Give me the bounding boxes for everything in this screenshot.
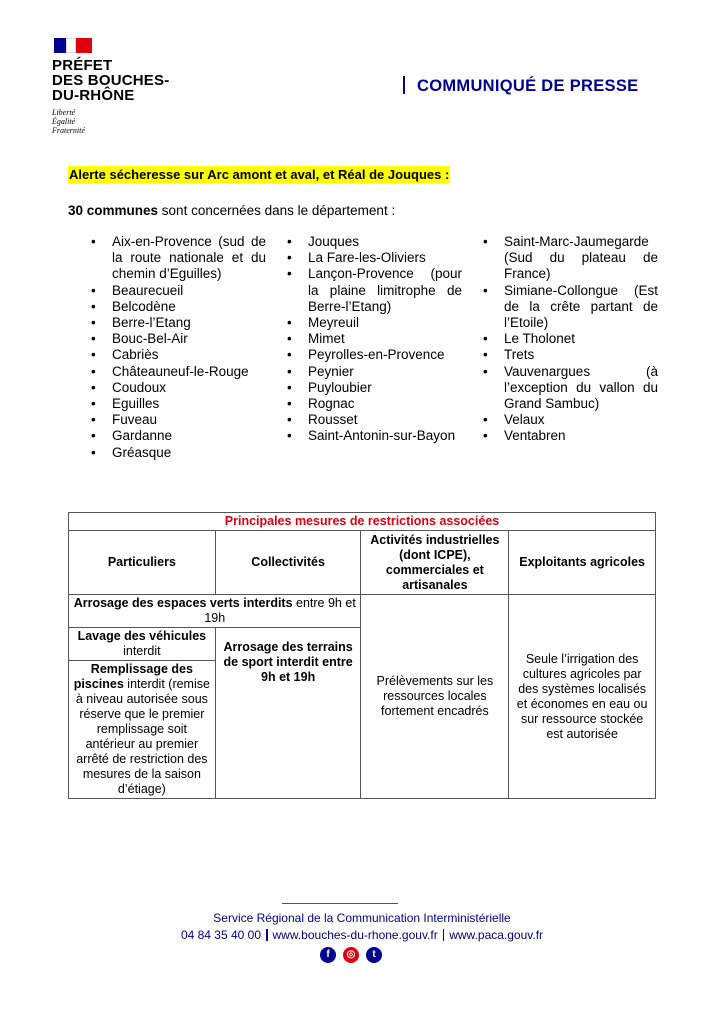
commune-item: • Mimet [284, 331, 462, 347]
commune-item: • Simiane-Collongue (Est de la crête partant de l’Etoile) [480, 283, 658, 332]
social-links [320, 947, 382, 963]
footer-separator [443, 929, 445, 941]
cell-remplissage-piscines: Remplissage des piscines interdit (remise à niveau autorisée sous réserve que le premier remplissage soit antérieur au premier arrêté de restriction des mesures de la saison d’étiage) [69, 661, 216, 799]
commune-item: • Beaurecueil [88, 283, 266, 299]
header-industriels: Activités industrielles (dont ICPE), commerciales et artisanales [361, 531, 509, 595]
commune-item: • Bouc-Bel-Air [88, 331, 266, 347]
commune-item: • Belcodène [88, 299, 266, 315]
communes-column-2 [284, 234, 462, 445]
commune-item: • Rognac [284, 396, 462, 412]
prefecture-name: PRÉFET DES BOUCHES- DU-RHÔNE [52, 57, 170, 104]
communes-column-3 [480, 234, 658, 445]
instagram-icon[interactable]: ◎ [343, 947, 359, 963]
commune-item: • Le Tholonet [480, 331, 658, 347]
header-collectivites: Collectivités [215, 531, 361, 595]
commune-item: • Rousset [284, 412, 462, 428]
cell-industriels: Prélèvements sur les ressources locales fortement encadrés [361, 595, 509, 799]
commune-item: • Trets [480, 347, 658, 363]
commune-item: • La Fare-les-Oliviers [284, 250, 462, 266]
footer-link-bouches-du-rhone[interactable]: www.bouches-du-rhone.gouv.fr [272, 928, 438, 942]
marianne-flag-icon [54, 38, 92, 53]
communes-column-1 [88, 234, 266, 461]
footer-service: Service Régional de la Communication Interministérielle [213, 911, 511, 925]
commune-item: • Puyloubier [284, 380, 462, 396]
table-title: Principales mesures de restrictions associées [69, 513, 656, 531]
commune-item: • Fuveau [88, 412, 266, 428]
cell-arrosage-espaces-verts: Arrosage des espaces verts interdits entre 9h et 19h [69, 595, 361, 628]
commune-item: • Meyreuil [284, 315, 462, 331]
commune-item: • Saint-Marc-Jaumegarde (Sud du plateau de France) [480, 234, 658, 283]
commune-item: • Eguilles [88, 396, 266, 412]
cell-terrains-sport: Arrosage des terrains de sport interdit entre 9h et 19h [215, 628, 361, 799]
restrictions-table [68, 512, 656, 799]
cell-agricoles: Seule l’irrigation des cultures agricoles par des systèmes localisés et économes en eau ou sur ressource stockée est autorisée [509, 595, 656, 799]
commune-item: • Gréasque [88, 445, 266, 461]
commune-item: • Aix-en-Provence (sud de la route nationale et du chemin d’Eguilles) [88, 234, 266, 283]
commune-item: • Coudoux [88, 380, 266, 396]
republic-motto: Liberté Égalité Fraternité [52, 108, 85, 135]
commune-item: • Velaux [480, 412, 658, 428]
commune-item: • Gardanne [88, 428, 266, 444]
commune-item: • Vauvenargues (à l’exception du vallon du Grand Sambuc) [480, 364, 658, 413]
commune-item: • Lançon-Provence (pour la plaine limitrophe de Berre-l’Etang) [284, 266, 462, 315]
document-type: COMMUNIQUÉ DE PRESSE [403, 76, 638, 96]
twitter-icon[interactable]: t [366, 947, 382, 963]
title-bar [403, 76, 405, 94]
commune-item: • Ventabren [480, 428, 658, 444]
header-particuliers: Particuliers [69, 531, 216, 595]
footer-divider [282, 903, 398, 904]
commune-item: • Peynier [284, 364, 462, 380]
footer-phone: 04 84 35 40 00 [180, 928, 262, 942]
commune-item: • Jouques [284, 234, 462, 250]
commune-item: • Châteauneuf-le-Rouge [88, 364, 266, 380]
commune-item: • Peyrolles-en-Provence [284, 347, 462, 363]
header-agricoles: Exploitants agricoles [509, 531, 656, 595]
intro-text: 30 communes sont concernées dans le département : [68, 203, 396, 218]
commune-item: • Saint-Antonin-sur-Bayon [284, 428, 462, 444]
footer-link-paca[interactable]: www.paca.gouv.fr [449, 928, 544, 942]
footer-contacts [0, 928, 724, 942]
facebook-icon[interactable]: f [320, 947, 336, 963]
prefecture-logo [52, 38, 172, 135]
commune-item: • Berre-l’Etang [88, 315, 266, 331]
commune-item: • Cabriès [88, 347, 266, 363]
footer-separator [266, 929, 268, 941]
cell-lavage-vehicules: Lavage des véhicules interdit [69, 628, 216, 661]
alert-heading: Alerte sécheresse sur Arc amont et aval, et Réal de Jouques : [69, 167, 450, 182]
